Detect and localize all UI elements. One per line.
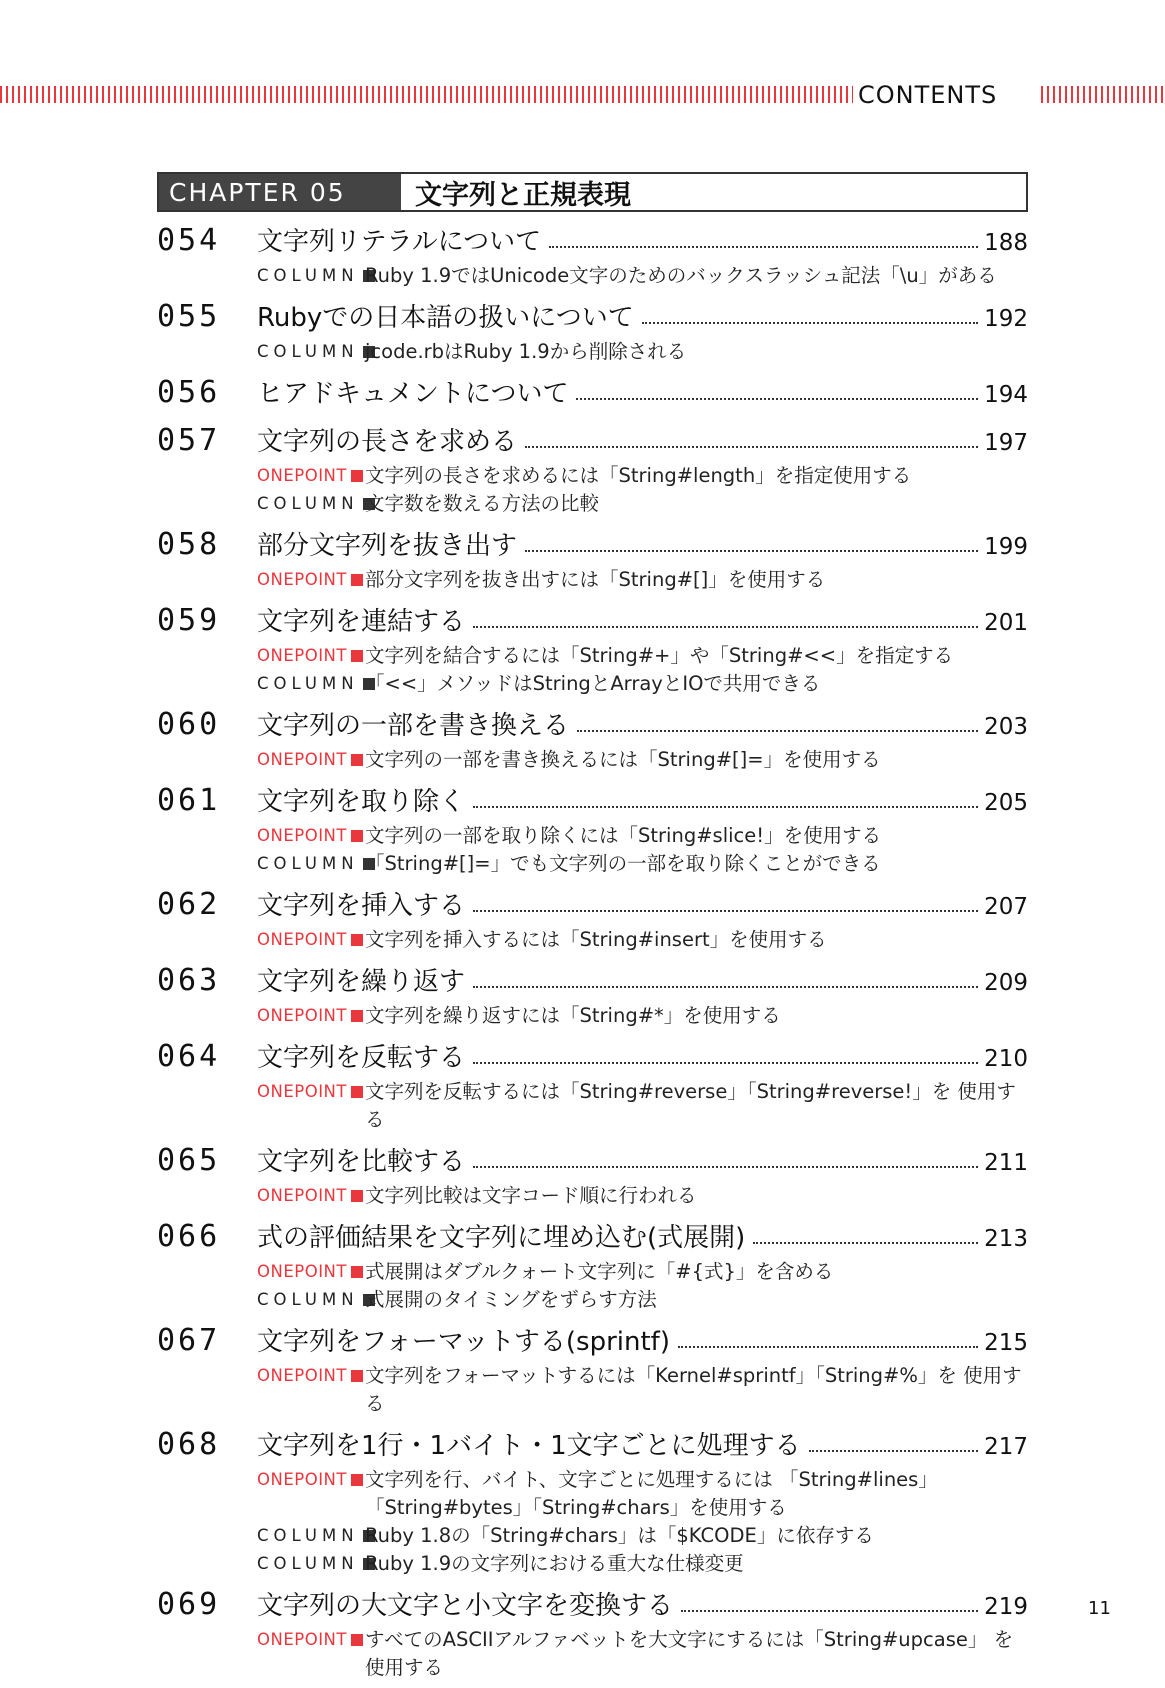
toc-entry[interactable] bbox=[157, 884, 1028, 954]
entry-number: 054 bbox=[157, 223, 221, 258]
header-stripe-left bbox=[0, 86, 853, 103]
dot-leader bbox=[576, 398, 978, 400]
toc-entry[interactable] bbox=[157, 296, 1028, 366]
onepoint-note bbox=[157, 566, 1028, 594]
square-bullet-icon bbox=[351, 650, 363, 662]
column-note bbox=[157, 1522, 1028, 1550]
note-text: 文字列を行、バイト、文字ごとに処理するには 「String#lines」「String#bytes」「String#chars」を使用する bbox=[365, 1468, 938, 1519]
onepoint-label bbox=[257, 462, 365, 490]
toc-entry[interactable] bbox=[157, 1216, 1028, 1314]
entry-title[interactable]: 文字列をフォーマットする(sprintf) bbox=[257, 1327, 670, 1357]
toc-entry-row[interactable] bbox=[157, 372, 1028, 414]
square-bullet-icon bbox=[351, 1474, 363, 1486]
note-label-text: ONEPOINT bbox=[257, 1006, 347, 1025]
square-bullet-icon bbox=[351, 1086, 363, 1098]
dot-leader bbox=[642, 322, 978, 324]
onepoint-note bbox=[157, 1466, 1028, 1522]
chapter-title: 文字列と正規表現 bbox=[415, 179, 631, 211]
square-bullet-icon bbox=[351, 1190, 363, 1202]
toc-entry-row[interactable] bbox=[157, 296, 1028, 338]
entry-page-number: 209 bbox=[984, 970, 1028, 996]
toc-entry-row[interactable] bbox=[157, 884, 1028, 926]
note-label-text: ONEPOINT bbox=[257, 466, 347, 485]
onepoint-note bbox=[157, 822, 1028, 850]
onepoint-label bbox=[257, 566, 365, 594]
column-label bbox=[257, 670, 365, 698]
note-label-text: COLUMN bbox=[257, 494, 359, 513]
entry-title[interactable]: ヒアドキュメントについて bbox=[257, 379, 569, 409]
entry-page-number: 219 bbox=[984, 1594, 1028, 1620]
dot-leader bbox=[809, 1450, 978, 1452]
square-bullet-icon bbox=[351, 754, 363, 766]
note-text: すべてのASCIIアルファベットを大文字にするには「String#upcase」 を使用する bbox=[365, 1628, 1014, 1679]
column-note bbox=[157, 490, 1028, 518]
entry-title[interactable]: 文字列を1行・1バイト・1文字ごとに処理する bbox=[257, 1431, 801, 1461]
toc-entry[interactable] bbox=[157, 704, 1028, 774]
entry-page-number: 215 bbox=[984, 1330, 1028, 1356]
entry-title[interactable]: 文字列の大文字と小文字を変換する bbox=[257, 1591, 674, 1621]
onepoint-label bbox=[257, 1002, 365, 1030]
entry-title[interactable]: 文字列を取り除く bbox=[257, 787, 466, 817]
note-text: 式展開はダブルクォート文字列に「#{式}」を含める bbox=[365, 1260, 834, 1283]
toc-entry[interactable] bbox=[157, 600, 1028, 698]
onepoint-note bbox=[157, 1002, 1028, 1030]
entry-number: 061 bbox=[157, 783, 221, 818]
note-label-text: ONEPOINT bbox=[257, 570, 347, 589]
onepoint-note bbox=[157, 1182, 1028, 1210]
toc-entry-row[interactable] bbox=[157, 780, 1028, 822]
column-note bbox=[157, 670, 1028, 698]
note-text: 部分文字列を抜き出すには「String#[]」を使用する bbox=[365, 568, 826, 591]
entry-page-number: 211 bbox=[984, 1150, 1028, 1176]
dot-leader bbox=[473, 910, 978, 912]
column-label bbox=[257, 850, 365, 878]
note-label-text: ONEPOINT bbox=[257, 1082, 347, 1101]
onepoint-label bbox=[257, 1182, 365, 1210]
note-label-text: ONEPOINT bbox=[257, 1186, 347, 1205]
entry-number: 060 bbox=[157, 707, 221, 742]
column-note bbox=[157, 338, 1028, 366]
dot-leader bbox=[473, 806, 978, 808]
toc-entry-row[interactable] bbox=[157, 1320, 1028, 1362]
entry-page-number: 201 bbox=[984, 610, 1028, 636]
chapter-header bbox=[157, 172, 1028, 212]
square-bullet-icon bbox=[351, 470, 363, 482]
toc-entry-row[interactable] bbox=[157, 220, 1028, 262]
note-label-text: COLUMN bbox=[257, 1290, 359, 1309]
column-label bbox=[257, 1550, 365, 1578]
onepoint-label bbox=[257, 1362, 365, 1390]
entry-page-number: 194 bbox=[984, 382, 1028, 408]
dot-leader bbox=[473, 986, 978, 988]
note-label-text: ONEPOINT bbox=[257, 1470, 347, 1489]
toc-entry[interactable] bbox=[157, 220, 1028, 290]
entry-page-number: 188 bbox=[984, 230, 1028, 256]
header-stripe-right bbox=[1041, 86, 1165, 103]
entry-number: 067 bbox=[157, 1323, 221, 1358]
toc-entry[interactable] bbox=[157, 1140, 1028, 1210]
toc-entry[interactable] bbox=[157, 1424, 1028, 1578]
entry-title[interactable]: 文字列を繰り返す bbox=[257, 967, 466, 997]
onepoint-note bbox=[157, 926, 1028, 954]
entry-page-number: 217 bbox=[984, 1434, 1028, 1460]
onepoint-label bbox=[257, 1078, 365, 1106]
onepoint-label bbox=[257, 822, 365, 850]
note-text: 文字列の一部を書き換えるには「String#[]=」を使用する bbox=[365, 748, 881, 771]
toc-entry[interactable] bbox=[157, 780, 1028, 878]
entry-page-number: 205 bbox=[984, 790, 1028, 816]
dot-leader bbox=[473, 1062, 978, 1064]
note-text: 「<<」メソッドはStringとArrayとIOで共用できる bbox=[365, 672, 821, 695]
square-bullet-icon bbox=[351, 1370, 363, 1382]
toc-entry[interactable] bbox=[157, 1320, 1028, 1418]
note-text: 「String#[]=」でも文字列の一部を取り除くことができる bbox=[365, 852, 881, 875]
note-text: Ruby 1.9の文字列における重大な仕様変更 bbox=[365, 1552, 744, 1575]
entry-title[interactable]: Rubyでの日本語の扱いについて bbox=[257, 303, 634, 333]
entry-number: 064 bbox=[157, 1039, 221, 1074]
dot-leader bbox=[678, 1346, 978, 1348]
column-note bbox=[157, 850, 1028, 878]
toc-entry-row[interactable] bbox=[157, 420, 1028, 462]
entry-number: 059 bbox=[157, 603, 221, 638]
dot-leader bbox=[681, 1610, 978, 1612]
onepoint-note bbox=[157, 1362, 1028, 1418]
toc-entry-row[interactable] bbox=[157, 1424, 1028, 1466]
chapter-tag: CHAPTER 05 bbox=[159, 174, 401, 210]
onepoint-label bbox=[257, 1258, 365, 1286]
note-text: 文字数を数える方法の比較 bbox=[365, 492, 600, 515]
note-text: 文字列を反転するには「String#reverse」「String#reverse!」を 使用する bbox=[365, 1080, 1016, 1131]
note-label-text: COLUMN bbox=[257, 266, 359, 285]
column-note bbox=[157, 262, 1028, 290]
note-text: 文字列を繰り返すには「String#*」を使用する bbox=[365, 1004, 781, 1027]
column-label bbox=[257, 1522, 365, 1550]
note-text: 文字列を結合するには「String#+」や「String#<<」を指定する bbox=[365, 644, 954, 667]
toc-entry-row[interactable] bbox=[157, 960, 1028, 1002]
column-label bbox=[257, 262, 365, 290]
entry-number: 056 bbox=[157, 375, 221, 410]
square-bullet-icon bbox=[351, 1266, 363, 1278]
dot-leader bbox=[577, 730, 978, 732]
column-note bbox=[157, 1550, 1028, 1578]
toc-entry-row[interactable] bbox=[157, 1216, 1028, 1258]
toc-entry[interactable] bbox=[157, 420, 1028, 518]
toc-entry-row[interactable] bbox=[157, 524, 1028, 566]
onepoint-label bbox=[257, 746, 365, 774]
note-label-text: COLUMN bbox=[257, 1554, 359, 1573]
onepoint-note bbox=[157, 462, 1028, 490]
toc-entry[interactable] bbox=[157, 524, 1028, 594]
dot-leader bbox=[549, 246, 978, 248]
square-bullet-icon bbox=[351, 934, 363, 946]
onepoint-label bbox=[257, 1626, 365, 1654]
entry-number: 055 bbox=[157, 299, 221, 334]
note-label-text: COLUMN bbox=[257, 1526, 359, 1545]
entry-title[interactable]: 文字列の一部を書き換える bbox=[257, 711, 570, 741]
onepoint-note bbox=[157, 746, 1028, 774]
entry-number: 066 bbox=[157, 1219, 221, 1254]
toc-entry-row[interactable] bbox=[157, 1140, 1028, 1182]
note-text: 文字列を挿入するには「String#insert」を使用する bbox=[365, 928, 827, 951]
note-text: 文字列の長さを求めるには「String#length」を指定使用する bbox=[365, 464, 912, 487]
entry-title[interactable]: 文字列リテラルについて bbox=[257, 227, 542, 257]
column-label bbox=[257, 1286, 365, 1314]
onepoint-label bbox=[257, 926, 365, 954]
column-label bbox=[257, 338, 365, 366]
square-bullet-icon bbox=[351, 830, 363, 842]
note-label-text: COLUMN bbox=[257, 854, 359, 873]
note-text: jcode.rbはRuby 1.9から削除される bbox=[365, 340, 687, 363]
entry-title[interactable]: 文字列の長さを求める bbox=[257, 427, 518, 457]
toc-entry-row[interactable] bbox=[157, 1036, 1028, 1078]
note-label-text: ONEPOINT bbox=[257, 1630, 347, 1649]
note-label-text: ONEPOINT bbox=[257, 1366, 347, 1385]
entry-number: 062 bbox=[157, 887, 221, 922]
toc-entry[interactable] bbox=[157, 960, 1028, 1030]
note-text: 文字列比較は文字コード順に行われる bbox=[365, 1184, 697, 1207]
note-label-text: COLUMN bbox=[257, 674, 359, 693]
toc-entry[interactable] bbox=[157, 372, 1028, 414]
note-text: Ruby 1.8の「String#chars」は「$KCODE」に依存する bbox=[365, 1524, 874, 1547]
entry-page-number: 192 bbox=[984, 306, 1028, 332]
onepoint-note bbox=[157, 642, 1028, 670]
toc-entry[interactable] bbox=[157, 1584, 1028, 1682]
contents-label: CONTENTS bbox=[858, 81, 998, 109]
entry-page-number: 199 bbox=[984, 534, 1028, 560]
entry-title[interactable]: 文字列を反転する bbox=[257, 1043, 466, 1073]
onepoint-note bbox=[157, 1258, 1028, 1286]
onepoint-note bbox=[157, 1078, 1028, 1134]
entry-number: 068 bbox=[157, 1427, 221, 1462]
page-number: 11 bbox=[1088, 1598, 1111, 1619]
dot-leader bbox=[753, 1242, 978, 1244]
dot-leader bbox=[525, 446, 978, 448]
toc-entry[interactable] bbox=[157, 1036, 1028, 1134]
toc-entry-row[interactable] bbox=[157, 704, 1028, 746]
note-text: 文字列をフォーマットするには「Kernel#sprintf」「String#%」を 使用する bbox=[365, 1364, 1022, 1415]
entry-number: 058 bbox=[157, 527, 221, 562]
entry-title[interactable]: 文字列を連結する bbox=[257, 607, 466, 637]
column-note bbox=[157, 1286, 1028, 1314]
square-bullet-icon bbox=[351, 574, 363, 586]
toc-entry-row[interactable] bbox=[157, 1584, 1028, 1626]
dot-leader bbox=[525, 550, 978, 552]
note-label-text: ONEPOINT bbox=[257, 930, 347, 949]
note-label-text: ONEPOINT bbox=[257, 1262, 347, 1281]
entry-page-number: 210 bbox=[984, 1046, 1028, 1072]
entry-page-number: 203 bbox=[984, 714, 1028, 740]
entry-page-number: 207 bbox=[984, 894, 1028, 920]
note-text: Ruby 1.9ではUnicode文字のためのバックスラッシュ記法「\u」がある bbox=[365, 264, 997, 287]
note-label-text: ONEPOINT bbox=[257, 750, 347, 769]
note-label-text: ONEPOINT bbox=[257, 646, 347, 665]
onepoint-label bbox=[257, 1466, 365, 1494]
entry-page-number: 197 bbox=[984, 430, 1028, 456]
square-bullet-icon bbox=[351, 1634, 363, 1646]
note-label-text: COLUMN bbox=[257, 342, 359, 361]
note-label-text: ONEPOINT bbox=[257, 826, 347, 845]
entry-number: 069 bbox=[157, 1587, 221, 1622]
entry-number: 065 bbox=[157, 1143, 221, 1178]
toc-entry-row[interactable] bbox=[157, 600, 1028, 642]
note-text: 式展開のタイミングをずらす方法 bbox=[365, 1288, 657, 1311]
onepoint-note bbox=[157, 1626, 1028, 1682]
entry-title[interactable]: 部分文字列を抜き出す bbox=[257, 531, 518, 561]
entry-title[interactable]: 文字列を挿入する bbox=[257, 891, 466, 921]
note-text: 文字列の一部を取り除くには「String#slice!」を使用する bbox=[365, 824, 882, 847]
entry-title[interactable]: 式の評価結果を文字列に埋め込む(式展開) bbox=[257, 1223, 746, 1253]
entry-number: 063 bbox=[157, 963, 221, 998]
square-bullet-icon bbox=[351, 1010, 363, 1022]
column-label bbox=[257, 490, 365, 518]
onepoint-label bbox=[257, 642, 365, 670]
table-of-contents bbox=[157, 220, 1028, 1688]
entry-page-number: 213 bbox=[984, 1226, 1028, 1252]
entry-title[interactable]: 文字列を比較する bbox=[257, 1147, 466, 1177]
dot-leader bbox=[473, 1166, 978, 1168]
dot-leader bbox=[473, 626, 978, 628]
entry-number: 057 bbox=[157, 423, 221, 458]
